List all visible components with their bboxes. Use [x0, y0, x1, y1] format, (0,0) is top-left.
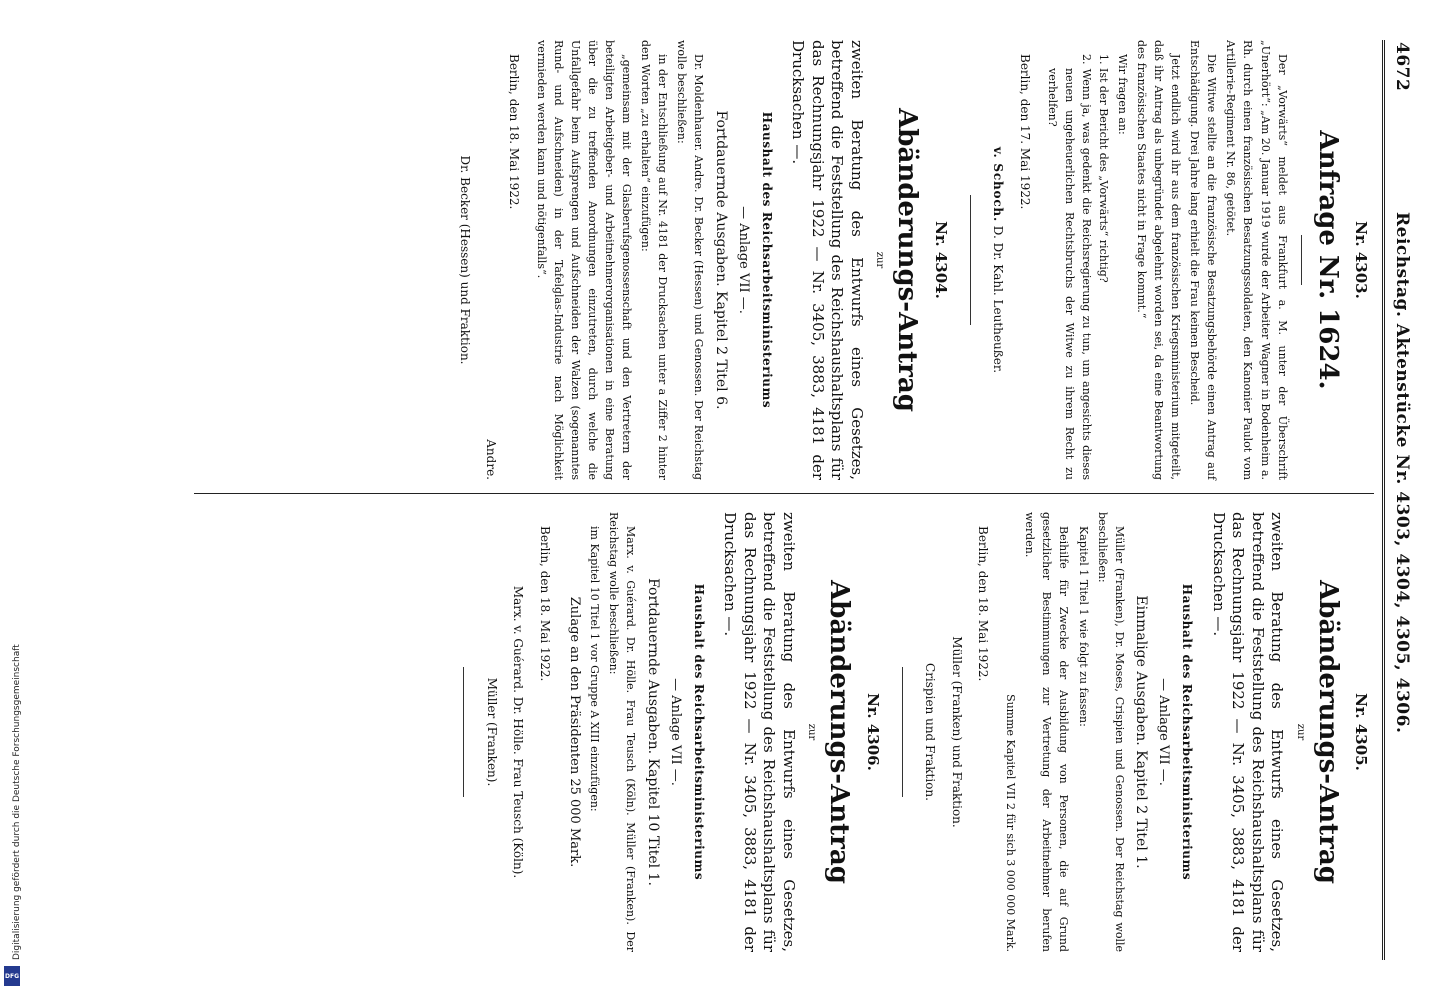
header-rule — [1382, 40, 1385, 960]
signature-line: Müller (Franken) und Fraktion. — [949, 636, 964, 828]
annex-line: — Anlage VII —. — [736, 206, 752, 314]
doc-title: Abänderungs-Antrag — [1312, 580, 1343, 884]
instruction: in der Entschließung auf Nr. 4181 der Drucksachen unter a Ziffer 2 hinter den Worten „zu erhalten“ einzufügen: — [639, 40, 670, 480]
expense-line: Einmalige Ausgaben. Kapitel 2 Titel 1. — [1133, 595, 1150, 869]
doc-intro: zweiten Beratung des Entwurfs eines Gesetzes, betreffend die Feststellung des Reichshaushaltsplans für das Rechnungsjahr 1922 — Nr. 3405, 3883, 4181 der Drucksachen —. — [721, 512, 798, 952]
expense-line: Fortdauernde Ausgaben. Kapitel 2 Titel 6. — [713, 110, 730, 410]
signature-line — [989, 40, 1008, 480]
signature-line: Müller (Franken). — [484, 677, 499, 787]
running-title: Reichstag. Aktenstücke Nr. 4303, 4304, 4305, 4306. — [1392, 212, 1412, 734]
signature-rest: D. Dr. Kahl. Leutheußer. — [991, 225, 1006, 374]
signature-line: Andre. — [484, 439, 499, 480]
instruction: im Kapitel 10 Titel 1 vor Gruppe A XIII einzufügen: — [588, 526, 602, 812]
right-column — [445, 512, 1376, 952]
body-text: Beihilfe für Zwecke der Ausbildung von Personen, die auf Grund gesetzlicher Bestimmungen zur Vertretung der Arbeitnehmer berufen werden. — [1023, 512, 1071, 952]
credit-text: Digitalisierung gefördert durch die Deutsche Forschungsgemeinschaft — [12, 644, 22, 960]
paragraph: Der „Vorwärts“ meldet aus Frankfurt a. M. unter der Überschrift „Unerhört“: „Am 20. Januar 1919 wurde der Arbeiter Wagner in Bodenheim a. Rh. durch einen französischen Besatzungssoldaten, den Kanonier Paulot vom Artillerie-Regiment Nr. 86, getötet. — [1224, 40, 1289, 480]
paragraph: Jetzt endlich wird ihr aus dem französischen Kriegsministerium mitgeteilt, daß ihr Antrag als unbegründet abgelehnt worden sei, da eine Beantwortung des französischen Staates nicht in Frage kommt.“ — [1135, 40, 1183, 480]
signature-line: Dr. Becker (Hessen) und Fraktion. — [457, 155, 472, 365]
signature-line: Crispien und Fraktion. — [923, 663, 938, 801]
movers: Dr. Moldenhauer. Andre. Dr. Becker (Hessen) und Genossen. Der Reichstag wolle beschließen: — [675, 40, 706, 480]
doc-subtitle: zur — [806, 723, 818, 741]
date-line: Berlin, den 18. Mai 1922. — [537, 526, 552, 682]
date-line: Berlin, den 18. Mai 1922. — [976, 526, 991, 682]
doc-title: Abänderungs-Antrag — [892, 108, 923, 412]
question-item: 2. Wenn ja, was gedenkt die Reichsregierung zu tun, um angesichts dieses neuen ungeheuerlichen Rechtsbruchs der Witwe zu ihrem Recht zu verhelfen? — [1045, 54, 1094, 480]
doc-intro: zweiten Beratung des Entwurfs eines Gesetzes, betreffend die Feststellung des Reichshaushaltsplans für das Rechnungsjahr 1922 — Nr. 3405, 3883, 4181 der Drucksachen —. — [1209, 512, 1287, 952]
doc-title: Anfrage Nr. 1624. — [1312, 130, 1343, 390]
paragraph: Die Witwe stellte an die französische Besatzungsbehörde einen Antrag auf Entschädigung. Drei Jahre lang erhielt die Frau keinen Bescheid. — [1188, 40, 1219, 480]
divider — [1301, 235, 1302, 285]
section-heading: Haushalt des Reichsarbeitsministeriums — [759, 111, 774, 409]
section-heading: Haushalt des Reichsarbeitsministeriums — [1180, 583, 1195, 881]
divider — [970, 195, 971, 325]
doc-subtitle: zur — [1294, 723, 1306, 741]
document-4304 — [455, 40, 952, 480]
left-column — [453, 40, 1376, 480]
column-divider — [194, 493, 1374, 494]
document-4306 — [463, 512, 883, 952]
doc-number: Nr. 4305. — [1352, 693, 1370, 771]
dfg-logo: DFG — [4, 966, 20, 986]
sum-line: Summe Kapitel VII 2 für sich 3 000 000 Mark. — [1004, 694, 1018, 952]
annex-line: — Anlage VII —. — [1156, 678, 1172, 786]
section-heading: Haushalt des Reichsarbeitsministeriums — [691, 583, 706, 881]
instruction: Kapitel 1 Titel 1 wie folgt zu fassen: — [1076, 526, 1090, 727]
date-line: Berlin, den 18. Mai 1922. — [506, 54, 521, 210]
annex-line: — Anlage VII —. — [668, 678, 683, 786]
insertion-text: Zulage an den Präsidenten 25 000 Mark. — [567, 596, 583, 868]
doc-number: Nr. 4306. — [863, 693, 882, 771]
signature-line: Marx. v. Guérard. Dr. Hölle. Frau Teusch (Köln). — [511, 585, 526, 879]
movers: Marx. v. Guérard. Dr. Hölle. Frau Teusch (Köln). Müller (Franken). Der Reichstag wolle beschließen: — [607, 512, 638, 952]
doc-intro: zweiten Beratung des Entwurfs eines Gesetzes, betreffend die Feststellung des Reichshaushaltsplans für das Rechnungsjahr 1922 — Nr. 3405, 3883, 4181 der Drucksachen —. — [789, 40, 866, 480]
doc-number: Nr. 4303. — [1352, 221, 1370, 299]
question-item: 1. Ist der Bericht des „Vorwärts“ richtig? — [1097, 54, 1111, 283]
doc-title: Abänderungs-Antrag — [824, 580, 855, 884]
divider — [902, 667, 903, 797]
expense-line: Fortdauernde Ausgaben. Kapitel 10 Titel 1. — [644, 578, 661, 886]
digitization-credit — [0, 0, 26, 1000]
question-intro: Wir fragen an: — [1116, 54, 1130, 135]
movers: Müller (Franken), Dr. Moses, Crispien und Genossen. Der Reichstag wolle beschließen: — [1095, 512, 1126, 952]
insertion-text: „gemeinsam mit der Glasberufsgenossenschaft und den Vertretern der beteiligten Arbeitgeber- und Arbeitnehmerorganisationen in eine Beratung über die zu treffenden Anordnungen einzutreten, durch welche die Unfallgefahr beim Aufsprengen und Aufschneiden der Walzen (sogenanntes Rund- und Aufschneiden) in der Tafelglas-Industrie nach Möglichkeit vermieden werden kann und nötigenfalls“. — [534, 40, 634, 480]
doc-subtitle: zur — [874, 251, 886, 269]
doc-number: Nr. 4304. — [931, 221, 950, 299]
document-4305 — [902, 512, 1372, 952]
signature-lead: v. Schoch. — [991, 146, 1006, 222]
divider — [463, 667, 464, 797]
document-4303 — [970, 40, 1372, 480]
date-line: Berlin, den 17. Mai 1922. — [1017, 54, 1032, 210]
page-number: 4672 — [1392, 42, 1412, 92]
